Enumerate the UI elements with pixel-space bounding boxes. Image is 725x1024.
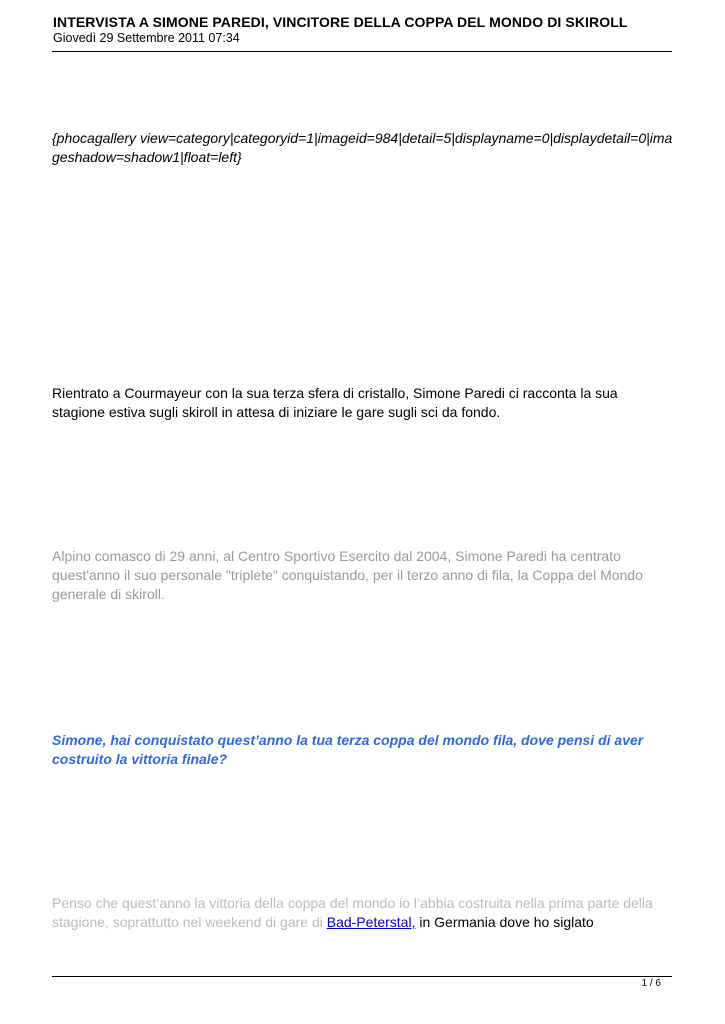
interview-question: Simone, hai conquistato quest’anno la tua terza coppa del mondo fila, dove pensi di aver costruito la vittoria finale?: [52, 732, 644, 767]
answer-grey-text: Penso che quest’anno la vittoria della coppa del mondo io l’abbia costruita nella prima parte della stagione, soprattutto nel weekend di gare di: [52, 895, 653, 930]
bad-peterstal-link[interactable]: Bad-Peterstal,: [326, 914, 416, 930]
page-number: 1 / 6: [641, 978, 661, 989]
bio-paragraph: Alpino comasco di 29 anni, al Centro Sportivo Esercito dal 2004, Simone Paredi ha centrato quest'anno il suo personale "triplete" conquistando, per il terzo anno di fila, la Coppa del Mondo generale di skiroll.: [52, 548, 643, 602]
footer-rule: [52, 976, 672, 977]
article-title: INTERVISTA A SIMONE PAREDI, VINCITORE DELLA COPPA DEL MONDO DI SKIROLL: [53, 14, 628, 30]
interview-answer: [52, 894, 677, 932]
header-rule: [52, 51, 672, 52]
gallery-shortcode: {phocagallery view=category|categoryid=1|imageid=984|detail=5|displayname=0|displaydetail=0|imageshadow=shadow1|float=left}: [52, 130, 673, 165]
article-date: Giovedì 29 Settembre 2011 07:34: [53, 31, 240, 45]
intro-paragraph: Rientrato a Courmayeur con la sua terza sfera di cristallo, Simone Paredi ci racconta la sua stagione estiva sugli skiroll in attesa di iniziare le gare sugli sci da fondo.: [52, 385, 618, 420]
answer-text: in Germania dove ho siglato: [415, 914, 594, 930]
